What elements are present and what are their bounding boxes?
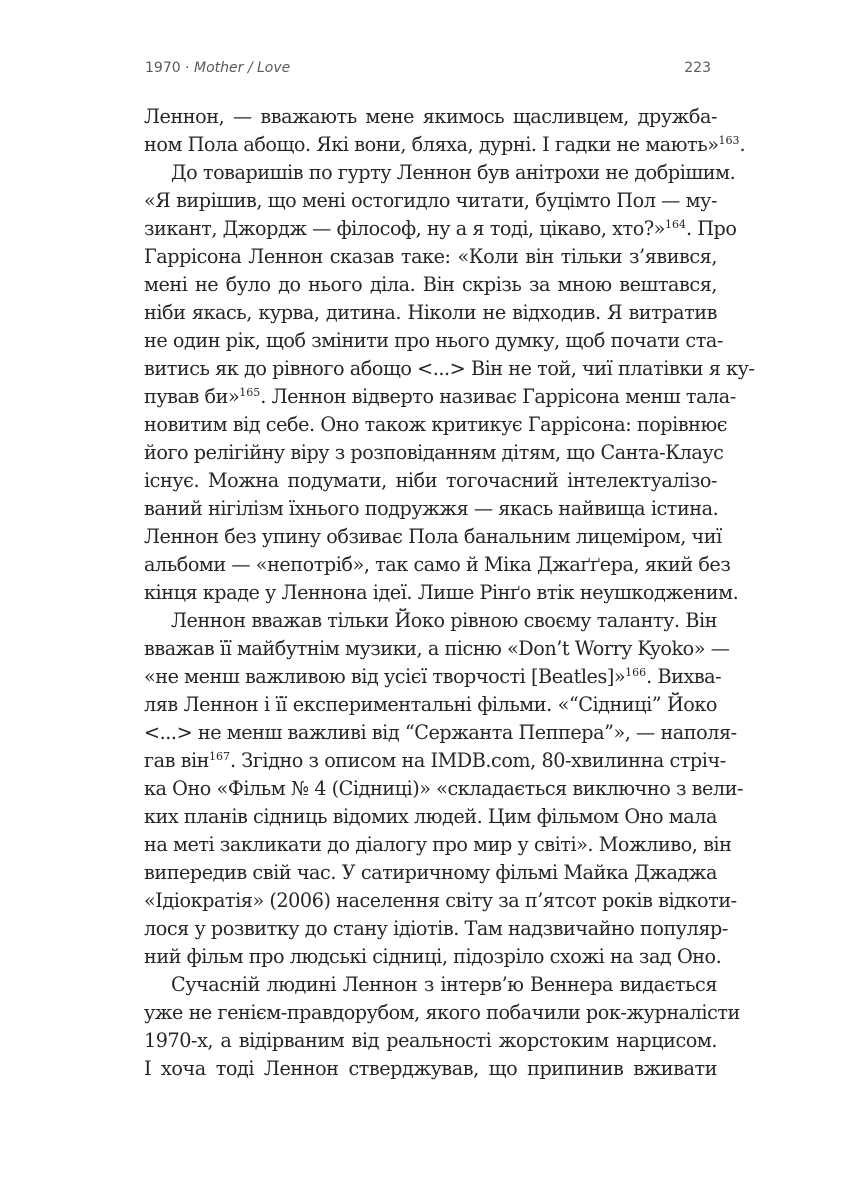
line-text: ких планів сідниць відомих людей. Цим фільмом Оно мала [144,805,717,828]
text-line [144,215,737,243]
text-line [144,327,723,355]
line-text: пував би» [144,385,240,408]
text-line [144,467,717,495]
text-line [144,943,722,971]
line-text-after-footnote: . Про [685,217,737,240]
text-line [144,523,722,551]
line-text: витись як до рівного абощо <...> Він не той, чиї платівки я ку- [144,357,755,380]
text-line [144,999,740,1027]
line-text: ляв Леннон і її експериментальні фільми. «“Сідниці” Йоко [144,693,717,716]
line-text: не один рік, щоб змінити про нього думку, щоб почати ста- [144,329,723,352]
line-text: Леннон вважав тільки Йоко рівною своєму таланту. Він [171,609,717,632]
text-line [144,439,724,467]
line-text: вважав її майбутнім музики, а пісню «Don’t Worry Kyoko» — [144,637,730,660]
line-text: ваний нігілізм їхнього подружжя — якась найвища істина. [144,497,719,520]
line-text: 1970-х, а відірваним від реальності жорстоким нарцисом. [144,1029,717,1052]
text-line [144,915,728,943]
running-head-left [145,60,290,76]
line-text: альбоми — «непотріб», так само й Міка Джаґґера, який без [144,553,731,576]
separator: · [180,60,194,76]
text-line [144,551,731,579]
paragraph-first-line [144,971,717,999]
line-text: Сучасній людині Леннон з інтерв’ю Веннера видається [171,973,717,996]
paragraph-first-line [144,607,717,635]
line-text: ніби якась, курва, дитина. Ніколи не відходив. Я витратив [144,301,717,324]
text-line [144,887,737,915]
footnote-ref[interactable]: 165 [239,386,261,399]
text-line [144,495,717,523]
running-head [145,60,711,84]
line-text: на меті закликати до діалогу про мир у світі». Можливо, він [144,833,732,856]
text-line [144,355,755,383]
line-text-after-footnote: . Згідно з описом на IMDB.com, 80-хвилинна стріч- [229,749,726,772]
text-line [144,663,722,691]
line-text-after-footnote: . [739,133,746,156]
line-text-after-footnote: . Вихва- [646,665,722,688]
line-text: Гаррісона Леннон сказав таке: «Коли він тільки з’явився, [144,245,717,268]
paragraph-first-line [144,159,736,187]
line-text: мені не було до нього діла. Він скрізь за мною вештався, [144,273,717,296]
line-text: До товаришів по гурту Леннон був анітрохи не добрішим. [171,161,736,184]
chapter-title: Mother / Love [194,60,291,76]
page-number: 223 [684,60,711,76]
text-line [144,691,717,719]
text-line [144,103,717,131]
line-text: уже не генієм-правдорубом, якого побачили рок-журналісти [144,1001,740,1024]
line-text: Леннон без упину обзиває Пола банальним лицеміром, чиї [144,525,722,548]
text-line [144,299,717,327]
line-text: випередив свій час. У сатиричному фільмі Майка Джаджа [144,861,717,884]
text-line [144,635,730,663]
line-text: лося у розвитку до стану ідіотів. Там надзвичайно популяр- [144,917,728,940]
line-text: ний фільм про людські сідниці, підозріло схожі на зад Оно. [144,945,722,968]
body-text [144,103,755,1083]
line-text: «Ідіократія» (2006) населення світу за п’ятсот років відкоти- [144,889,737,912]
footnote-ref[interactable]: 164 [664,218,686,231]
line-text: існує. Можна подумати, ніби тогочасний інтелектуалізо- [144,469,717,492]
text-line [144,271,717,299]
line-text: І хоча тоді Леннон стверджував, що припинив вживати [144,1057,717,1080]
text-line [144,243,717,271]
text-line [144,831,732,859]
line-text: ка Оно «Фільм № 4 (Сідниці)» «складається виключно з вели- [144,777,744,800]
text-line [144,747,726,775]
footnote-ref[interactable]: 163 [718,134,740,147]
text-line [144,383,736,411]
line-text: гав він [144,749,209,772]
line-text: «Я вирішив, що мені остогидло читати, буцімто Пол — му- [144,189,717,212]
line-text-after-footnote: . Леннон відверто називає Гаррісона менш тала- [260,385,736,408]
line-text: зикант, Джордж — філософ, ну а я тоді, цікаво, хто?» [144,217,665,240]
text-line [144,859,717,887]
chapter-year: 1970 [145,60,181,76]
line-text: «не менш важливою від усієї творчості [Beatles]» [144,665,626,688]
footnote-ref[interactable]: 167 [208,750,230,763]
text-line [144,1027,717,1055]
line-text: ном Пола абощо. Які вони, бляха, дурні. І гадки не мають» [144,133,719,156]
text-line [144,187,717,215]
text-line [144,1055,717,1083]
line-text: Леннон, — вважають мене якимось щасливцем, дружба- [144,105,717,128]
line-text: новитим від себе. Оно також критикує Гаррісона: порівнює [144,413,728,436]
line-text: його релігійну віру з розповіданням дітям, що Санта-Клаус [144,441,724,464]
text-line [144,579,739,607]
text-line [144,411,728,439]
text-line [144,803,717,831]
text-line [144,775,744,803]
footnote-ref[interactable]: 166 [625,666,647,679]
text-line [144,131,746,159]
text-line [144,719,737,747]
line-text: <...> не менш важливі від “Сержанта Пеппера”», — наполя- [144,721,737,744]
line-text: кінця краде у Леннона ідеї. Лише Рінґо втік неушкодженим. [144,581,739,604]
